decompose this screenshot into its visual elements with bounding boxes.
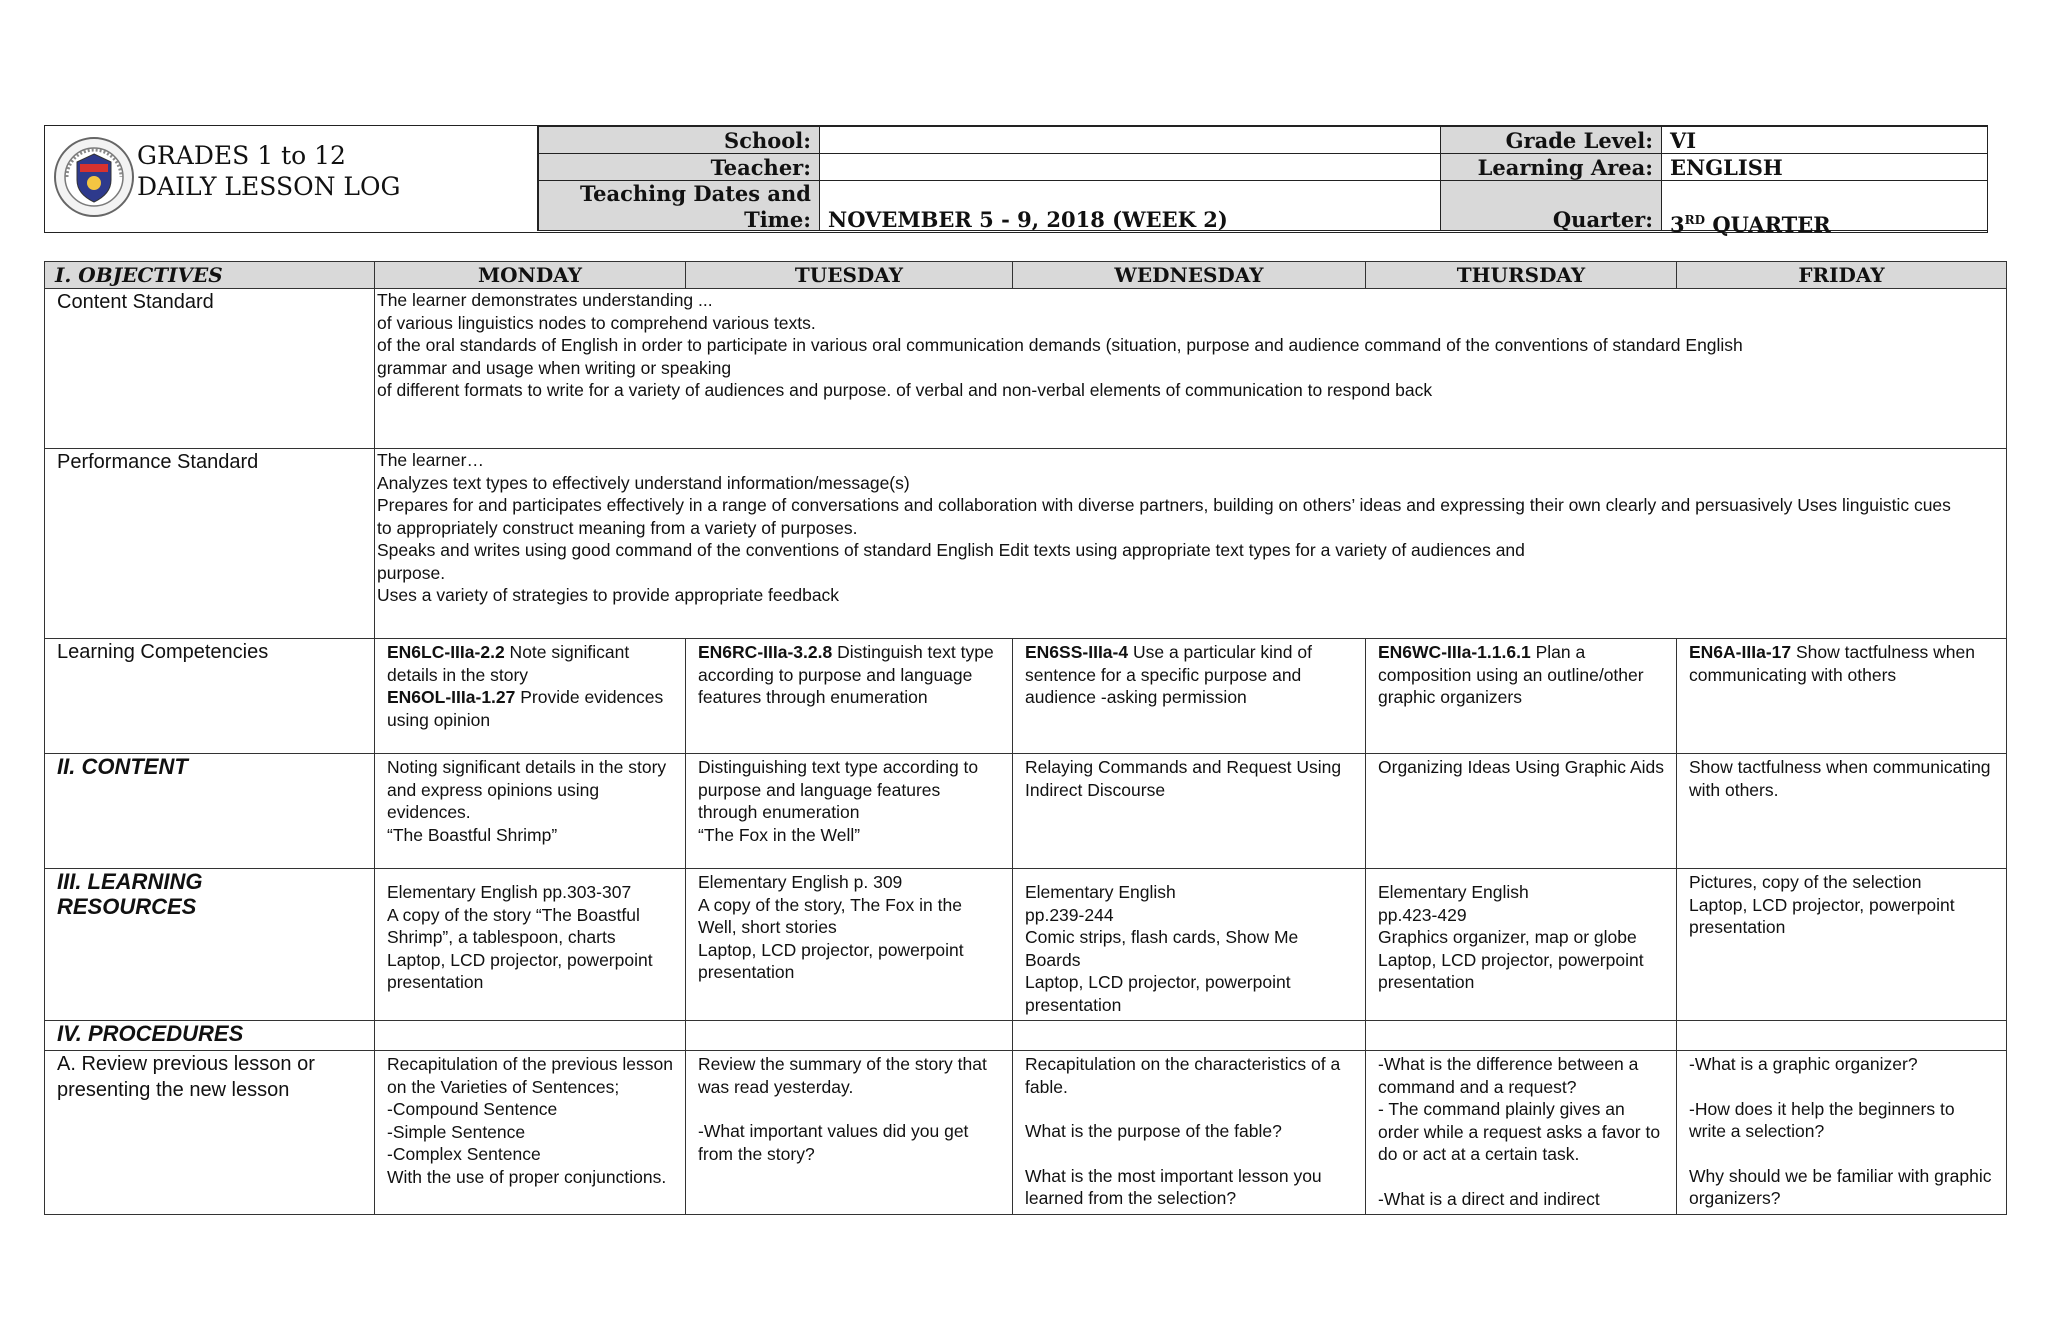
- learning-resources-row: [45, 869, 2007, 1021]
- review-label: A. Review previous lesson or presenting the new lesson: [45, 1051, 375, 1215]
- performance-standard-row: [45, 449, 2007, 639]
- resources-wednesday: [1013, 869, 1366, 1021]
- lesson-log-table: [44, 261, 2007, 1215]
- text-line: Laptop, LCD projector, powerpoint presentation: [698, 939, 964, 982]
- text-line: Noting significant details in the story and express opinions using evidences.: [387, 757, 667, 822]
- competency-code: EN6SS-IIIa-4: [1025, 642, 1129, 662]
- text-line: Elementary English p. 309: [698, 872, 903, 892]
- teaching-dates-label-line1: Teaching Dates and: [579, 181, 811, 206]
- text-line: Laptop, LCD projector, powerpoint presentation: [1689, 894, 1955, 937]
- resources-thursday: [1366, 869, 1677, 1021]
- quarter-value[interactable]: [1661, 180, 1988, 237]
- competency-code: EN6LC-IIIa-2.2: [387, 642, 505, 662]
- text-line: pp.239-244: [1025, 904, 1114, 925]
- table-header-row: [45, 262, 2007, 289]
- header-fields: [538, 126, 1987, 237]
- quarter-ordinal: RD: [1684, 213, 1706, 227]
- text-line: Relaying Commands and Request Using Indirect Discourse: [1025, 757, 1342, 800]
- competency-wednesday: [1013, 639, 1366, 754]
- quarter-number: 3: [1670, 212, 1685, 237]
- text-line: of the oral standards of English in order to participate in various oral communication demands (situation, purpose and audience command of the conventions of standard English: [377, 335, 1743, 355]
- competency-code: EN6A-IIIa-17: [1689, 642, 1792, 662]
- objectives-header: I. OBJECTIVES: [45, 262, 375, 289]
- teaching-dates-value[interactable]: NOVEMBER 5 - 9, 2018 (WEEK 2): [819, 180, 1441, 231]
- content-wednesday: [1013, 754, 1366, 869]
- competency-text: Note significant details in the story: [387, 642, 630, 685]
- grade-level-label: Grade Level:: [1440, 126, 1662, 154]
- text-line: The learner demonstrates understanding ...: [377, 290, 713, 310]
- text-line: “The Fox in the Well”: [698, 824, 861, 845]
- text-line: - The command plainly gives an order while a request asks a favor to do or act at a certain task.: [1378, 1099, 1661, 1164]
- content-row: [45, 754, 2007, 869]
- procedures-tuesday: [686, 1021, 1013, 1051]
- text-line: Recapitulation of the previous lesson on the Varieties of Sentences;: [387, 1054, 674, 1097]
- day-header-friday: FRIDAY: [1677, 262, 2007, 289]
- text-line: Why should we be familiar with graphic organizers?: [1689, 1165, 1992, 1208]
- text-line: Recapitulation on the characteristics of a fable.: [1025, 1054, 1341, 1097]
- competency-monday: [375, 639, 686, 754]
- text-line: “The Boastful Shrimp”: [387, 824, 558, 845]
- content-thursday: [1366, 754, 1677, 869]
- resources-monday: [375, 869, 686, 1021]
- content-standard-row: [45, 289, 2007, 449]
- text-line: Show tactfulness when communicating with others.: [1689, 757, 1991, 800]
- procedures-label: IV. PROCEDURES: [45, 1021, 375, 1051]
- learning-resources-label: [45, 869, 375, 1021]
- label-line: RESOURCES: [57, 894, 197, 919]
- learning-competencies-label: Learning Competencies: [45, 639, 375, 754]
- text-line: purpose.: [377, 562, 446, 583]
- deped-seal-icon: [53, 136, 135, 218]
- text-line: Uses a variety of strategies to provide appropriate feedback: [377, 585, 840, 605]
- review-tuesday: [686, 1051, 1013, 1215]
- school-field[interactable]: [819, 126, 1441, 154]
- procedures-monday: [375, 1021, 686, 1051]
- school-label: School:: [538, 126, 820, 154]
- text-line: Laptop, LCD projector, powerpoint presentation: [387, 949, 653, 992]
- text-line: Laptop, LCD projector, powerpoint presentation: [1378, 949, 1644, 992]
- review-wednesday: [1013, 1051, 1366, 1215]
- text-line: A copy of the story “The Boastful Shrimp”, a tablespoon, charts: [387, 904, 640, 947]
- text-line: Prepares for and participates effectively in a range of conversations and collaboration with diverse partners, building on others’ ideas and expressing their own clearly and persuasively Uses linguistic cues: [377, 495, 1951, 515]
- text-line: grammar and usage when writing or speaking: [377, 357, 732, 378]
- header-logo-cell: [45, 126, 538, 231]
- day-header-tuesday: TUESDAY: [686, 262, 1013, 289]
- quarter-text: QUARTER: [1705, 212, 1831, 237]
- blank-line: [1689, 1143, 1996, 1165]
- competency-text: Distinguish text type according to purpose and language features through enumeration: [698, 642, 994, 707]
- header-title: [137, 140, 527, 202]
- competency-thursday: [1366, 639, 1677, 754]
- review-monday: [375, 1051, 686, 1215]
- teacher-label: Teacher:: [538, 153, 820, 181]
- content-standard-label: Content Standard: [45, 289, 375, 449]
- text-line: What is the purpose of the fable?: [1025, 1121, 1282, 1141]
- text-line: Review the summary of the story that was read yesterday.: [698, 1054, 987, 1097]
- learning-competencies-row: [45, 639, 2007, 754]
- performance-standard-label: Performance Standard: [45, 449, 375, 639]
- competency-text: Use a particular kind of sentence for a specific purpose and audience -asking permission: [1025, 642, 1312, 707]
- competency-text: Plan a composition using an outline/other graphic organizers: [1378, 642, 1644, 707]
- competency-friday: [1677, 639, 2007, 754]
- blank-line: [1689, 1076, 1996, 1098]
- content-monday: [375, 754, 686, 869]
- blank-line: [1025, 1098, 1355, 1120]
- quarter-label: Quarter:: [1440, 180, 1662, 231]
- text-line: -What is a direct and indirect: [1378, 1188, 1600, 1209]
- text-line: A copy of the story, The Fox in the Well, short stories: [698, 894, 962, 937]
- text-line: pp.423-429: [1378, 904, 1467, 925]
- content-standard-text: [375, 289, 2007, 449]
- grade-level-value[interactable]: VI: [1661, 126, 1988, 154]
- day-header-wednesday: WEDNESDAY: [1013, 262, 1366, 289]
- text-line: Distinguishing text type according to purpose and language features through enumeration: [698, 757, 979, 822]
- text-line: Elementary English: [1378, 882, 1529, 902]
- text-line: -Simple Sentence: [387, 1121, 526, 1142]
- text-line: -What important values did you get from the story?: [698, 1121, 969, 1164]
- text-line: Comic strips, flash cards, Show Me Boards: [1025, 927, 1299, 970]
- learning-area-label: Learning Area:: [1440, 153, 1662, 181]
- learning-area-value[interactable]: ENGLISH: [1661, 153, 1988, 181]
- content-friday: [1677, 754, 2007, 869]
- review-thursday: [1366, 1051, 1677, 1215]
- content-section-label: II. CONTENT: [45, 754, 375, 869]
- header-block: [44, 125, 1988, 237]
- procedures-thursday: [1366, 1021, 1677, 1051]
- review-row: [45, 1051, 2007, 1215]
- header-title-line1: GRADES 1 to 12: [137, 141, 346, 170]
- resources-friday: [1677, 869, 2007, 1021]
- text-line: What is the most important lesson you learned from the selection?: [1025, 1165, 1322, 1208]
- competency-code: EN6OL-IIIa-1.27: [387, 687, 516, 707]
- teaching-dates-label: [538, 180, 820, 231]
- text-line: Analyzes text types to effectively understand information/message(s): [377, 472, 910, 493]
- header-title-line2: DAILY LESSON LOG: [137, 172, 401, 201]
- blank-line: [1025, 1143, 1355, 1165]
- competency-text: Show tactfulness when communicating with others: [1689, 642, 1975, 685]
- procedures-friday: [1677, 1021, 2007, 1051]
- text-line: -How does it help the beginners to write a selection?: [1689, 1098, 1955, 1141]
- competency-code: EN6RC-IIIa-3.2.8: [698, 642, 833, 662]
- day-header-thursday: THURSDAY: [1366, 262, 1677, 289]
- label-line: III. LEARNING: [57, 869, 203, 894]
- blank-line: [698, 1098, 1002, 1120]
- text-line: -Complex Sentence: [387, 1144, 541, 1164]
- competency-tuesday: [686, 639, 1013, 754]
- teacher-field[interactable]: [819, 153, 1441, 181]
- teaching-dates-label-line2: Time:: [744, 207, 811, 232]
- competency-code: EN6WC-IIIa-1.1.6.1: [1378, 642, 1531, 662]
- text-line: -What is a graphic organizer?: [1689, 1054, 1918, 1074]
- blank-line: [1378, 1166, 1666, 1188]
- review-friday: [1677, 1051, 2007, 1215]
- procedures-wednesday: [1013, 1021, 1366, 1051]
- text-line: Pictures, copy of the selection: [1689, 872, 1922, 892]
- performance-standard-text: [375, 449, 2007, 639]
- content-tuesday: [686, 754, 1013, 869]
- text-line: Speaks and writes using good command of the conventions of standard English Edit texts using appropriate text types for a variety of audiences and: [377, 540, 1525, 560]
- text-line: With the use of proper conjunctions.: [387, 1166, 667, 1187]
- text-line: Elementary English pp.303-307: [387, 882, 632, 902]
- text-line: Graphics organizer, map or globe: [1378, 927, 1637, 947]
- resources-tuesday: [686, 869, 1013, 1021]
- text-line: Laptop, LCD projector, powerpoint presentation: [1025, 972, 1291, 1015]
- text-line: -Compound Sentence: [387, 1099, 558, 1119]
- procedures-row: [45, 1021, 2007, 1051]
- text-line: Elementary English: [1025, 882, 1176, 902]
- competency-text: Provide evidences using opinion: [387, 687, 664, 730]
- text-line: of various linguistics nodes to comprehend various texts.: [377, 312, 816, 333]
- text-line: The learner…: [377, 450, 484, 470]
- text-line: Organizing Ideas Using Graphic Aids: [1378, 757, 1664, 777]
- text-line: of different formats to write for a variety of audiences and purpose. of verbal and non-verbal elements of communication to respond back: [377, 380, 1433, 400]
- day-header-monday: MONDAY: [375, 262, 686, 289]
- text-line: -What is the difference between a command and a request?: [1378, 1054, 1639, 1097]
- text-line: to appropriately construct meaning from a variety of purposes.: [377, 517, 858, 538]
